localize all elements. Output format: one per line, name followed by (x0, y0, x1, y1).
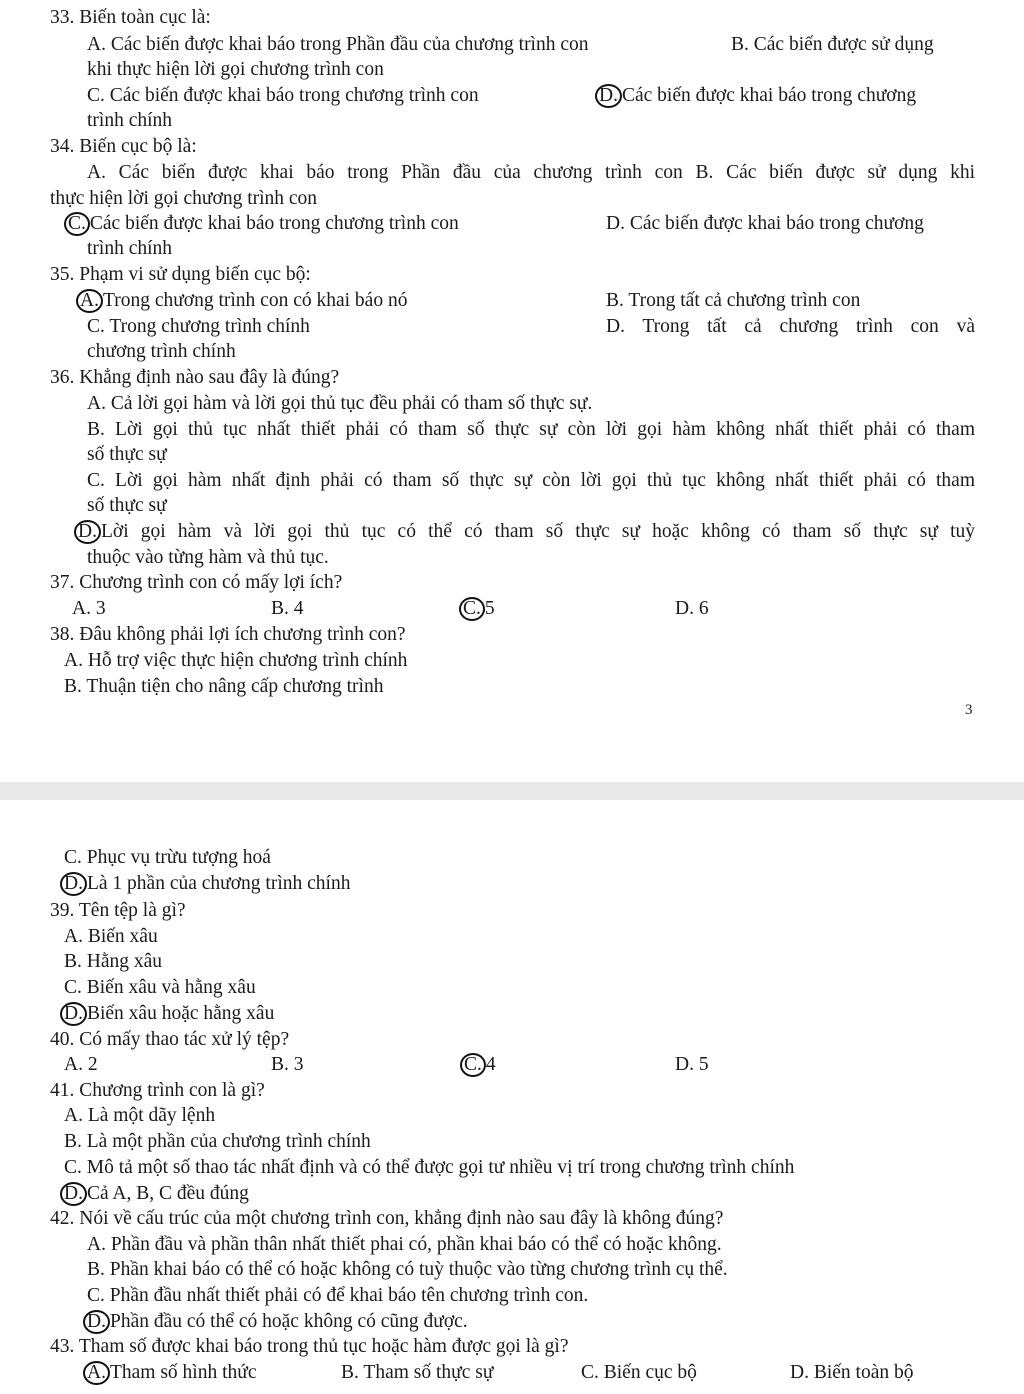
question-40-stem: 40. Có mấy thao tác xử lý tệp? (50, 1029, 290, 1050)
question-33-stem: 33. Biến toàn cục là: (50, 7, 211, 28)
q38-option-a: A. Hỗ trợ việc thực hiện chương trình chính (64, 650, 408, 671)
q41-option-c: C. Mô tả một số thao tác nhất định và có thể được gọi tư nhiều vị trí trong chương trình chính (64, 1157, 795, 1178)
q43-option-a (89, 1361, 256, 1385)
q38-option-d-text: Là 1 phần của chương trình chính (86, 873, 351, 894)
answer-circle-mark: C. (460, 1053, 486, 1077)
q43-option-d: D. Biến toàn bộ (790, 1362, 914, 1383)
q42-option-d-text: Phần đầu có thể có hoặc không có cũng được. (109, 1311, 468, 1332)
question-36-stem: 36. Khẳng định nào sau đây là đúng? (50, 367, 340, 388)
q38-option-c: C. Phục vụ trừu tượng hoá (64, 847, 271, 868)
q39-option-d-text: Biến xâu hoặc hằng xâu (86, 1003, 275, 1024)
q43-option-a-text: Tham số hình thức (109, 1362, 257, 1383)
question-38-stem: 38. Đâu không phải lợi ích chương trình con? (50, 624, 406, 645)
q38-option-b: B. Thuận tiện cho nâng cấp chương trình (64, 676, 384, 697)
q41-option-d (66, 1182, 249, 1206)
answer-circle-mark: D. (60, 1182, 87, 1206)
q36-option-c-continued: số thực sự (87, 495, 167, 516)
q37-option-b: B. 4 (271, 598, 304, 619)
q33-option-d-text: Các biến được khai báo trong chương (621, 85, 917, 106)
q39-option-d (66, 1002, 274, 1026)
q37-option-c-text: 5 (484, 598, 495, 619)
q35-option-d-continued: chương trình chính (87, 341, 236, 362)
q36-option-b-continued: số thực sự (87, 444, 167, 465)
question-41-stem: 41. Chương trình con là gì? (50, 1080, 265, 1101)
answer-circle-mark: A. (83, 1361, 110, 1385)
q36-option-d-text: Lời gọi hàm và lời gọi thủ tục có thể có tham số thực sự hoặc không có tham số thực sự tuỳ (100, 521, 975, 542)
q35-option-b: B. Trong tất cả chương trình con (606, 290, 861, 311)
q38-option-d (66, 872, 350, 896)
q39-option-a: A. Biến xâu (64, 926, 158, 947)
q41-option-d-text: Cả A, B, C đều đúng (86, 1183, 249, 1204)
q33-option-a: A. Các biến được khai báo trong Phần đầu của chương trình con (87, 34, 589, 55)
q34-option-d-continued: trình chính (87, 238, 173, 259)
q36-option-c: C. Lời gọi hàm nhất định phải có tham số thực sự còn lời gọi thủ tục không nhất thiết phải có tham (87, 470, 975, 491)
question-37-stem: 37. Chương trình con có mấy lợi ích? (50, 572, 343, 593)
q43-option-c: C. Biến cục bộ (581, 1362, 697, 1383)
document-page-2 (0, 800, 1024, 1394)
answer-circle-mark: D. (74, 520, 101, 544)
q40-option-c (466, 1053, 496, 1077)
q42-option-a: A. Phần đầu và phần thân nhất thiết phai có, phần khai báo có thể có hoặc không. (87, 1234, 722, 1255)
q37-option-c (465, 597, 495, 621)
q33-option-d-continued: trình chính (87, 110, 173, 131)
answer-circle-mark: C. (459, 597, 485, 621)
q42-option-b: B. Phần khai báo có thể có hoặc không có tuỳ thuộc vào từng chương trình cụ thể. (87, 1259, 728, 1280)
q39-option-b: B. Hằng xâu (64, 951, 163, 972)
q33-option-b: B. Các biến được sử dụng (731, 34, 934, 55)
q35-option-a-text: Trong chương trình con có khai báo nó (102, 290, 408, 311)
answer-circle-mark: D. (595, 84, 622, 108)
q33-option-d (601, 84, 916, 108)
q39-option-c: C. Biến xâu và hằng xâu (64, 977, 256, 998)
q40-option-d: D. 5 (675, 1054, 709, 1075)
q35-option-a (82, 289, 407, 313)
q42-option-d (89, 1310, 468, 1334)
answer-circle-mark: A. (76, 289, 103, 313)
q33-option-c: C. Các biến được khai báo trong chương trình con (87, 85, 479, 106)
q36-option-d-continued: thuộc vào từng hàm và thủ tục. (87, 547, 329, 568)
q34-option-c (70, 212, 459, 236)
question-39-stem: 39. Tên tệp là gì? (50, 900, 186, 921)
q33-option-b-continued: khi thực hiện lời gọi chương trình con (87, 59, 384, 80)
q40-option-b: B. 3 (271, 1054, 304, 1075)
q34-option-d: D. Các biến được khai báo trong chương (606, 213, 924, 234)
page-separator (0, 782, 1024, 800)
q41-option-a: A. Là một dãy lệnh (64, 1105, 216, 1126)
answer-circle-mark: D. (60, 872, 87, 896)
q34-option-c-text: Các biến được khai báo trong chương trình con (89, 213, 459, 234)
q37-option-a: A. 3 (72, 598, 106, 619)
answer-circle-mark: D. (83, 1310, 110, 1334)
question-43-stem: 43. Tham số được khai báo trong thủ tục hoặc hàm được gọi là gì? (50, 1336, 569, 1357)
answer-circle-mark: D. (60, 1002, 87, 1026)
answer-circle-mark: C. (64, 212, 90, 236)
q35-option-d: D. Trong tất cả chương trình con và (606, 316, 975, 337)
question-42-stem: 42. Nói về cấu trúc của một chương trình con, khẳng định nào sau đây là không đúng? (50, 1208, 724, 1229)
q37-option-d: D. 6 (675, 598, 709, 619)
q36-option-d (80, 520, 975, 544)
q41-option-b: B. Là một phần của chương trình chính (64, 1131, 371, 1152)
question-35-stem: 35. Phạm vi sử dụng biến cục bộ: (50, 264, 311, 285)
q40-option-c-text: 4 (485, 1054, 496, 1075)
q34-options-a-b: A. Các biến được khai báo trong Phần đầu của chương trình con B. Các biến được sử dụng khi (87, 162, 975, 183)
page-number: 3 (965, 702, 973, 718)
question-34-stem: 34. Biến cục bộ là: (50, 136, 197, 157)
q43-option-b: B. Tham số thực sự (341, 1362, 494, 1383)
q36-option-a: A. Cả lời gọi hàm và lời gọi thủ tục đều phải có tham số thực sự. (87, 393, 593, 414)
q34-option-b-continued: thực hiện lời gọi chương trình con (50, 188, 318, 209)
q35-option-c: C. Trong chương trình chính (87, 316, 310, 337)
q42-option-c: C. Phần đầu nhất thiết phải có để khai báo tên chương trình con. (87, 1285, 589, 1306)
q40-option-a: A. 2 (64, 1054, 98, 1075)
q36-option-b: B. Lời gọi thủ tục nhất thiết phải có tham số thực sự còn lời gọi hàm không nhất thiết phải có tham (87, 419, 975, 440)
